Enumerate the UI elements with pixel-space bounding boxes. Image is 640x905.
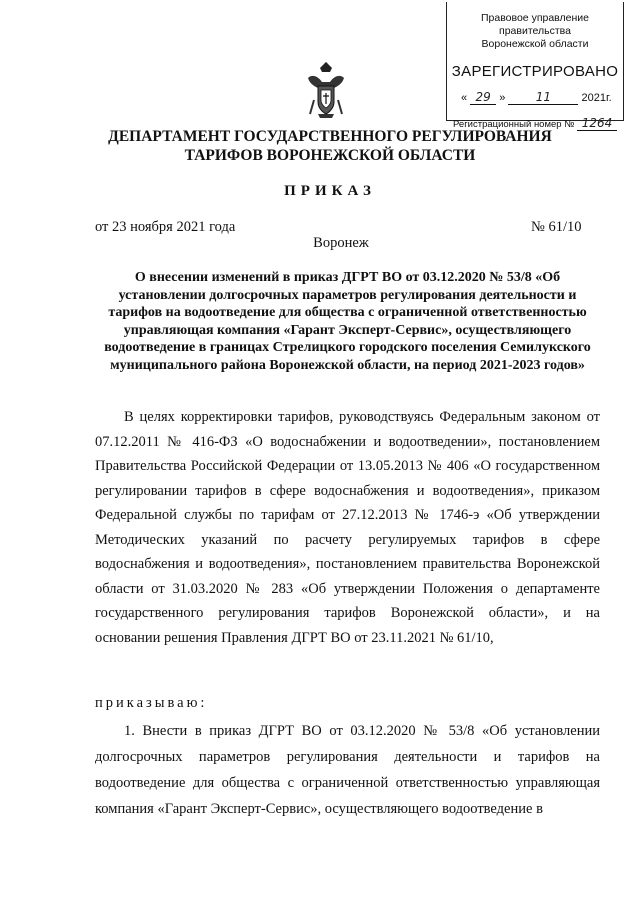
stamp-reg-number-label: Регистрационный номер № [453,119,575,130]
stamp-org-line-2: Воронежской области [481,38,589,50]
decree-word: приказываю: [95,695,208,711]
stamp-date-month: 11 [508,90,578,105]
stamp-date-quote-open: « [461,92,468,104]
document-number: № 61/10 [531,219,582,235]
department-name: ДЕПАРТАМЕНТ ГОСУДАРСТВЕННОГО РЕГУЛИРОВАНИЯ ТАРИФОВ ВОРОНЕЖСКОЙ ОБЛАСТИ [108,128,552,164]
document-city: Воронеж [313,235,369,251]
stamp-organization [447,12,623,51]
coat-of-arms-icon [304,60,348,120]
registration-stamp [446,2,624,130]
document-subject: О внесении изменений в приказ ДГРТ ВО от 03.12.2020 № 53/8 «Об установлении долгосрочных параметров регулирования деятельности и тарифов на водоотведение для общества с ограниченной ответственностью управляющая компания «Гарант Эксперт-Сервис», осуществляющего водоотведение в границах Стрелицкого городского поселения Семилукского муниципального района Воронежской области, на период 2021-2023 годов» [104,270,591,373]
stamp-date [447,90,623,105]
document-date: от 23 ноября 2021 года [95,219,236,235]
preamble-paragraph: В целях корректировки тарифов, руководствуясь Федеральным законом от 07.12.2011 № 416-ФЗ «О водоснабжении и водоотведении», постановлением Правительства Российской Федерации от 13.05.2013 № 406 «О государственном регулировании тарифов в сфере водоснабжения и водоотведения», приказом Федеральной службы по тарифам от 27.12.2013 № 1746-э «Об утверждении Методических указаний по расчету регулируемых тарифов в сфере водоснабжения и водоотведения», постановлением правительства Воронежской области от 31.03.2020 № 283 «Об утверждении Положения о департаменте государственного регулирования тарифов Воронежской области», и на основании решения Правления ДГРТ ВО от 23.11.2021 № 61/10, [95,409,600,646]
document-type-title: ПРИКАЗ [284,183,376,199]
item-1-paragraph: 1. Внести в приказ ДГРТ ВО от 03.12.2020 № 53/8 «Об установлении долгосрочных параметров регулирования деятельности и тарифов на водоотведение для общества с ограниченной ответственностью управляющая компания «Гарант Эксперт-Сервис», осуществляющего водоотведение в [95,723,600,817]
stamp-date-year: 2021г. [581,92,612,104]
stamp-reg-number: 1264 [577,116,617,131]
stamp-registered-label: ЗАРЕГИСТРИРОВАНО [451,63,619,80]
stamp-date-day: 29 [470,90,496,105]
stamp-date-quote-close: » [499,92,506,104]
stamp-org-line-1: Правовое управление правительства [480,12,589,37]
